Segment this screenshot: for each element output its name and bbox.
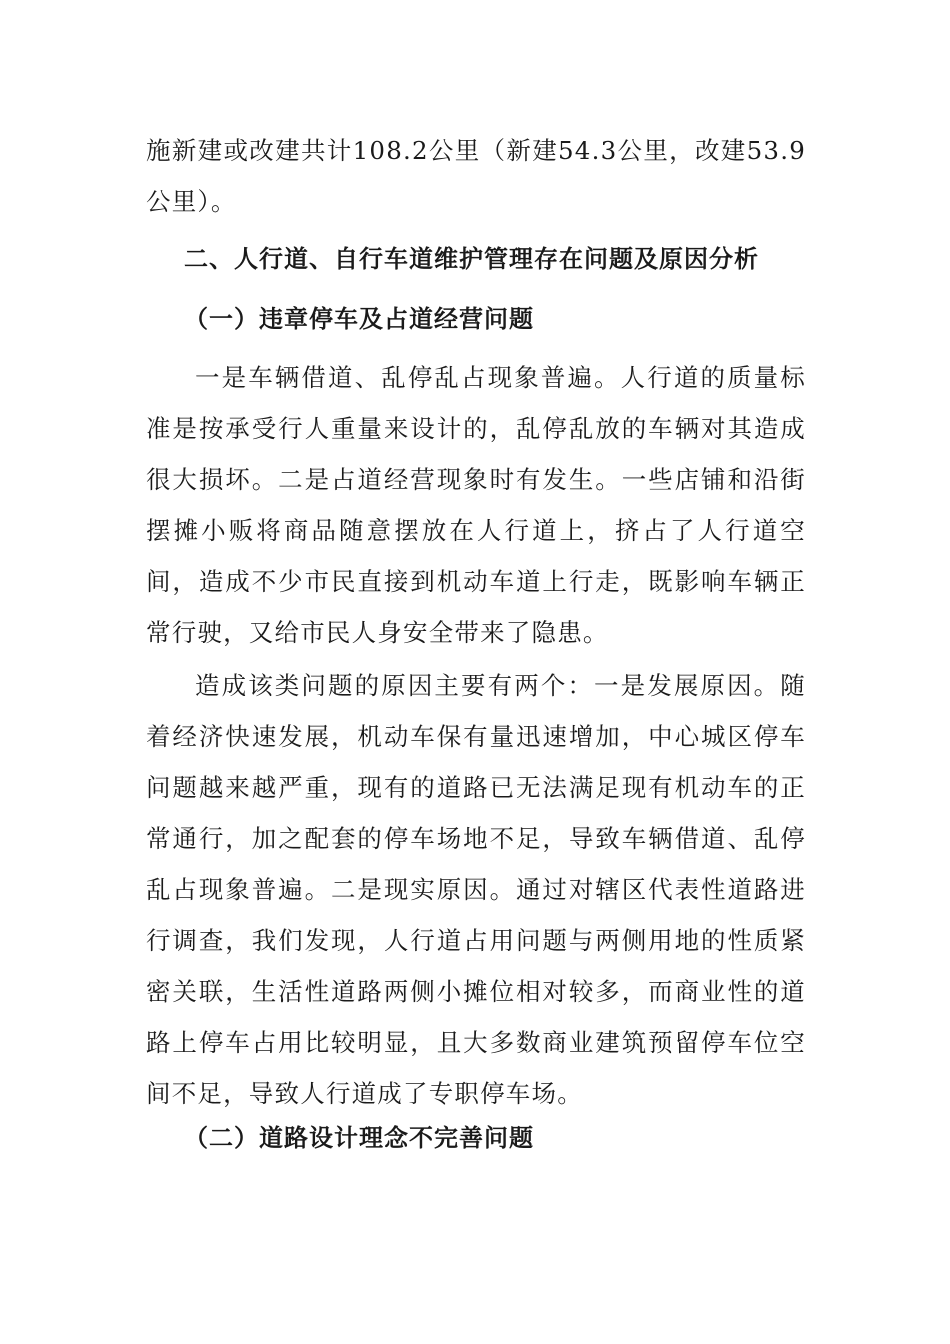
- subsection-heading-1: （一）违章停车及占道经营问题: [184, 305, 534, 333]
- paragraph-continuation: 施新建或改建共计108.2公里（新建54.3公里，改建53.9公里）。: [146, 136, 806, 216]
- paragraph-causes: 造成该类问题的原因主要有两个：一是发展原因。随着经济快速发展，机动车保有量迅速增加，中心城区停车问题越来越严重，现有的道路已无法满足现有机动车的正常通行，加之配套的停车场地不足，导致车辆借道、乱停乱占现象普遍。二是现实原因。通过对辖区代表性道路进行调查，我们发现，人行道占用问题与两侧用地的性质紧密关联，生活性道路两侧小摊位相对较多，而商业性的道路上停车占用比较明显，且大多数商业建筑预留停车位空间不足，导致人行道成了专职停车场。: [146, 671, 806, 1108]
- section-heading: 二、人行道、自行车道维护管理存在问题及原因分析: [184, 245, 759, 273]
- subsection-heading-2: （二）道路设计理念不完善问题: [184, 1124, 534, 1152]
- paragraph-problems: 一是车辆借道、乱停乱占现象普遍。人行道的质量标准是按承受行人重量来设计的，乱停乱放的车辆对其造成很大损坏。二是占道经营现象时有发生。一些店铺和沿街摆摊小贩将商品随意摆放在人行道上，挤占了人行道空间，造成不少市民直接到机动车道上行走，既影响车辆正常行驶，又给市民人身安全带来了隐患。: [146, 363, 806, 647]
